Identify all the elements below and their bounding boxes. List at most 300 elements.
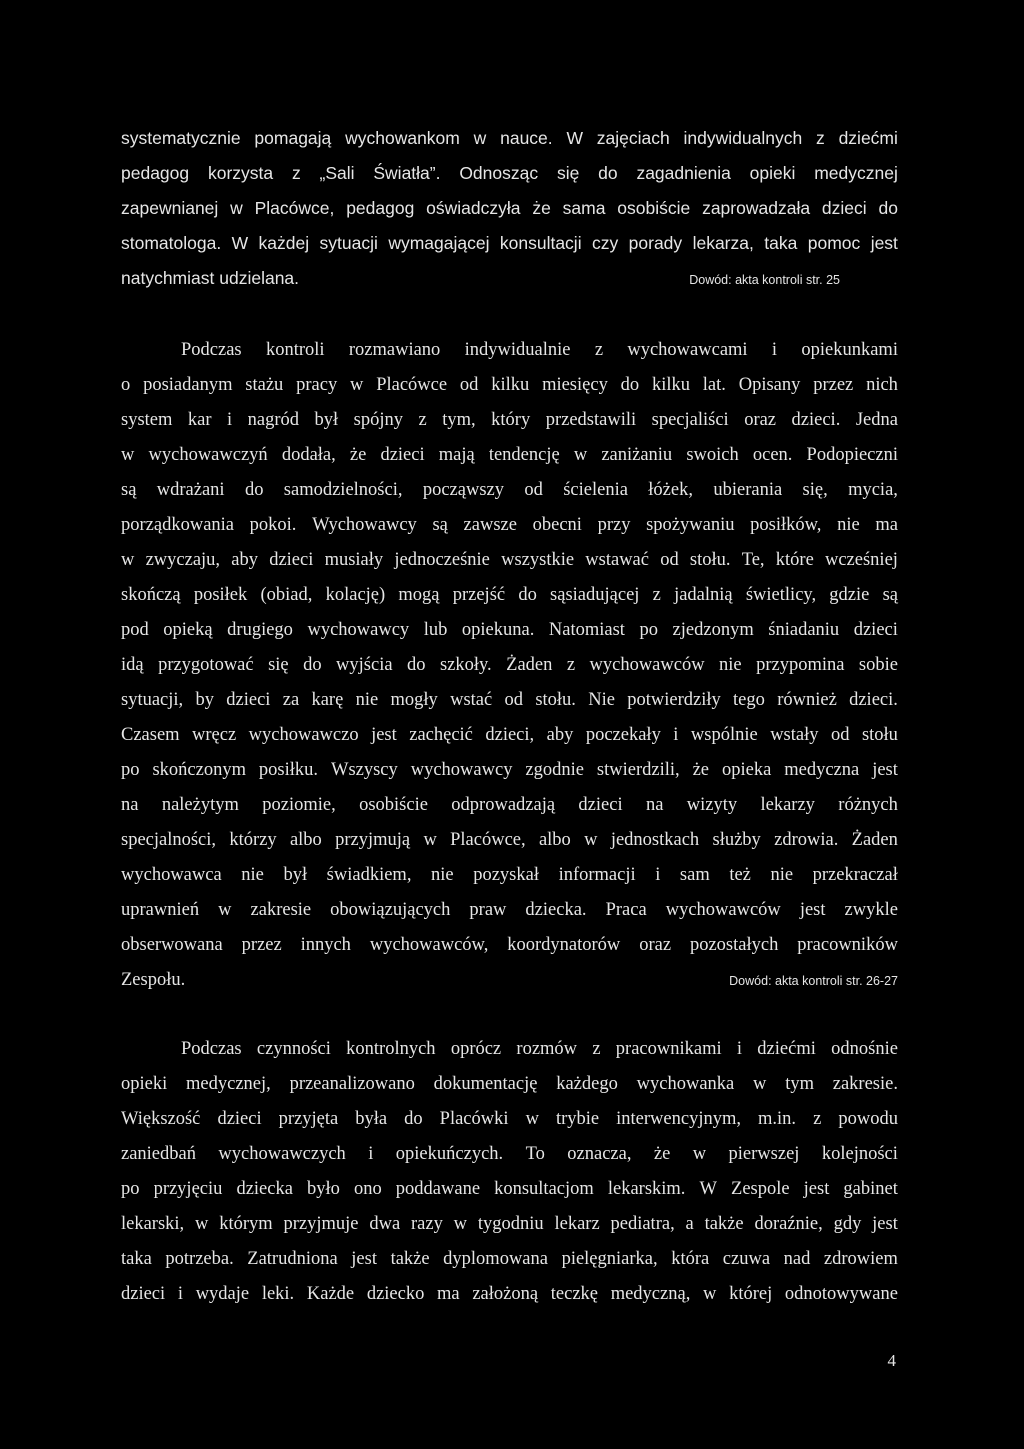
word: i xyxy=(736,1039,743,1059)
word: zachęcić xyxy=(409,725,473,745)
word: albo xyxy=(289,830,322,850)
word: był xyxy=(314,410,339,430)
word: dzieci xyxy=(821,198,867,218)
word: opieka xyxy=(721,760,772,780)
word: zakresie xyxy=(250,900,312,920)
word: ścielenia xyxy=(563,480,628,500)
word: zaprowadzała xyxy=(702,198,811,218)
text-line xyxy=(121,823,898,858)
word: Zatrudniona xyxy=(247,1249,338,1269)
word: ma xyxy=(437,1284,460,1304)
word: wychowawczyń xyxy=(148,445,268,465)
word: o xyxy=(121,375,131,395)
word: nauce. xyxy=(500,128,553,148)
word: zgodnie xyxy=(525,760,584,780)
word: sama xyxy=(562,198,606,218)
word: się xyxy=(268,655,289,675)
word: pedagog xyxy=(121,163,190,183)
word: obecni xyxy=(532,515,582,535)
word: w xyxy=(350,375,364,395)
word: opiekunkami xyxy=(801,340,898,360)
word: Placówce xyxy=(376,375,448,395)
evidence-note: Dowód: akta kontroli str. 26-27 xyxy=(729,974,898,988)
word: interwencyjnym, xyxy=(616,1109,741,1129)
word: osobiście xyxy=(359,795,428,815)
word: wyjścia xyxy=(336,655,393,675)
word: pomagają xyxy=(254,128,332,148)
word: Żaden xyxy=(851,830,898,850)
word: oznacza, xyxy=(567,1144,632,1164)
word: do xyxy=(244,480,264,500)
word: czynności xyxy=(256,1039,331,1059)
word: z xyxy=(816,128,825,148)
word: z xyxy=(418,410,427,430)
word: mają xyxy=(438,445,475,465)
word: tygodniu xyxy=(477,1214,544,1234)
word: Podczas xyxy=(181,1039,242,1059)
word: z xyxy=(592,1039,601,1059)
word: nich xyxy=(866,375,898,395)
word: dzieci xyxy=(226,690,271,710)
word: jest xyxy=(870,233,898,253)
word: dyplomowana xyxy=(443,1249,548,1269)
word: tego xyxy=(733,690,765,710)
word: Wychowawcy xyxy=(312,515,417,535)
word: zajęciach xyxy=(596,128,670,148)
word: które xyxy=(775,550,814,570)
text-line xyxy=(121,1172,898,1207)
word: dzieci, xyxy=(485,725,535,745)
word: są xyxy=(121,480,137,500)
word: jest xyxy=(351,1249,377,1269)
word: stołu. xyxy=(535,690,576,710)
word: przyjmuje xyxy=(283,1214,359,1234)
word: którym xyxy=(219,1214,273,1234)
word: sytuacji xyxy=(319,233,378,253)
word: z xyxy=(652,585,661,605)
text-line xyxy=(121,1067,898,1102)
word: zaniedbań xyxy=(121,1144,196,1164)
word: a xyxy=(685,1214,694,1234)
word: indywidualnie xyxy=(464,340,571,360)
word: zawsze xyxy=(463,515,517,535)
word: Wszyscy xyxy=(330,760,398,780)
word: w xyxy=(218,900,232,920)
word: doraźnie, xyxy=(754,1214,823,1234)
text-line xyxy=(121,718,898,753)
word: na xyxy=(645,795,664,815)
text-line-last xyxy=(121,261,898,296)
word: dodała, xyxy=(281,445,336,465)
word: w xyxy=(753,1074,767,1094)
word: że xyxy=(532,198,551,218)
word: i xyxy=(177,1284,183,1304)
word: świadkiem, xyxy=(326,865,412,885)
word: do xyxy=(878,198,898,218)
word: że xyxy=(692,760,710,780)
word: w xyxy=(703,1284,717,1304)
word: wychowawcami xyxy=(627,340,748,360)
word: kolejności xyxy=(821,1144,898,1164)
word: do xyxy=(303,655,322,675)
word: by xyxy=(195,690,214,710)
word: ocen. xyxy=(752,445,793,465)
word: do xyxy=(620,375,640,395)
word: zwykle xyxy=(844,900,898,920)
word: pielęgniarka, xyxy=(561,1249,658,1269)
word: dzieci xyxy=(578,795,623,815)
word: aby xyxy=(231,550,258,570)
word: lekarski, xyxy=(121,1214,185,1234)
word: Zespole xyxy=(731,1179,790,1199)
word: pracowników xyxy=(797,935,898,955)
text-line xyxy=(121,403,898,438)
word: zdrowia. xyxy=(774,830,839,850)
word: że xyxy=(349,445,367,465)
word: mogą xyxy=(398,585,440,605)
word: przekraczał xyxy=(812,865,898,885)
word: dziećmi xyxy=(757,1039,816,1059)
word: przyjęciu xyxy=(153,1179,223,1199)
word: po xyxy=(121,1179,140,1199)
word: dwa xyxy=(369,1214,401,1234)
word: poczekały xyxy=(585,725,661,745)
word: odnotowywane xyxy=(784,1284,898,1304)
word: założoną xyxy=(472,1284,539,1304)
word: po xyxy=(121,760,140,780)
word: zapewnianej xyxy=(121,198,219,218)
word: też xyxy=(729,865,751,885)
word: posiłek xyxy=(193,585,248,605)
text-line xyxy=(121,788,898,823)
word: ma xyxy=(875,515,898,535)
word: i xyxy=(673,725,679,745)
word: systematycznie xyxy=(121,128,241,148)
word: wstać xyxy=(450,690,493,710)
word: obowiązujących xyxy=(330,900,451,920)
word: sam xyxy=(679,865,710,885)
word: wychowawcy xyxy=(410,760,513,780)
text-line xyxy=(121,1277,898,1312)
word: przygotować xyxy=(158,655,254,675)
word: Natomiast xyxy=(548,620,625,640)
word: „Sali xyxy=(319,163,355,183)
word: dziećmi xyxy=(838,128,898,148)
word: rozmów xyxy=(516,1039,578,1059)
word: dzieci xyxy=(121,1284,166,1304)
word: także xyxy=(704,1214,744,1234)
word: wychowawca xyxy=(121,865,222,885)
word: koordynatorów xyxy=(507,935,621,955)
word: Odnosząc xyxy=(459,163,539,183)
word: W xyxy=(231,233,249,253)
word: było xyxy=(307,1179,340,1199)
word: wizyty xyxy=(686,795,738,815)
word: Większość xyxy=(121,1109,201,1129)
word: na xyxy=(121,795,139,815)
word: sobie xyxy=(858,655,898,675)
word: w xyxy=(195,1214,209,1234)
text-line xyxy=(121,648,898,683)
word: ubierania xyxy=(713,480,783,500)
word: przeanalizowano xyxy=(289,1074,415,1094)
word: wszystkie xyxy=(501,550,575,570)
word: przez xyxy=(813,375,854,395)
word: spożywaniu xyxy=(646,515,735,535)
word: w xyxy=(230,198,243,218)
word: medyczną, xyxy=(610,1284,691,1304)
word: konsultacji xyxy=(499,233,582,253)
word: zakresie. xyxy=(832,1074,898,1094)
word: każdej xyxy=(258,233,310,253)
word: także xyxy=(390,1249,430,1269)
word: z xyxy=(813,1109,822,1129)
word: uprawnień xyxy=(121,900,200,920)
word: jest xyxy=(872,1214,898,1234)
word: musiały xyxy=(324,550,384,570)
word: taka xyxy=(121,1249,152,1269)
text-line xyxy=(121,121,898,156)
word: wstały xyxy=(770,725,819,745)
word: do xyxy=(407,655,426,675)
word: w xyxy=(423,830,437,850)
word: służby xyxy=(712,830,761,850)
word: lekarzy xyxy=(760,795,815,815)
word: wychowawcy xyxy=(307,620,410,640)
word: wychowawców xyxy=(665,900,781,920)
word: sąsiadującej xyxy=(550,585,640,605)
word: nie xyxy=(837,515,860,535)
word: w xyxy=(692,1144,707,1164)
word: posiłku. xyxy=(258,760,319,780)
word: mycia, xyxy=(848,480,898,500)
word: nad xyxy=(783,1249,811,1269)
text-line xyxy=(121,858,898,893)
word: zwyczaju, xyxy=(145,550,221,570)
word: od xyxy=(459,375,479,395)
text-line xyxy=(121,333,898,368)
word: wdrażani xyxy=(156,480,225,500)
word: dziecka xyxy=(236,1179,293,1199)
word: osobiście xyxy=(617,198,691,218)
word: od xyxy=(524,480,543,500)
word: z xyxy=(594,340,604,360)
word: opiekuńczych. xyxy=(395,1144,504,1164)
word: poziomie, xyxy=(262,795,336,815)
word: lat. xyxy=(702,375,726,395)
word: pozostałych xyxy=(689,935,779,955)
word: indywidualnych xyxy=(683,128,803,148)
word: praw xyxy=(469,900,507,920)
word: zdrowiem xyxy=(823,1249,898,1269)
word: kolację) xyxy=(325,585,386,605)
word: dziecko xyxy=(366,1284,425,1304)
word: stażu xyxy=(245,375,284,395)
word: stołu xyxy=(861,725,898,745)
word: w xyxy=(584,830,598,850)
word: dzieci xyxy=(853,620,898,640)
text-line xyxy=(121,226,898,261)
paragraph-1 xyxy=(121,121,898,296)
word: pracownikami xyxy=(615,1039,722,1059)
word: łóżek, xyxy=(648,480,693,500)
text-line xyxy=(121,893,898,928)
word: należytym xyxy=(161,795,239,815)
text-line xyxy=(121,508,898,543)
text-line xyxy=(121,191,898,226)
word: że xyxy=(653,1144,671,1164)
word: jest xyxy=(371,725,397,745)
word: wspólnie xyxy=(690,725,758,745)
word: kilku xyxy=(491,375,530,395)
evidence-note: Dowód: akta kontroli str. 25 xyxy=(689,273,840,287)
word: i xyxy=(227,410,233,430)
text-line xyxy=(121,156,898,191)
paragraph-3 xyxy=(121,1032,898,1312)
word: Placówce, xyxy=(254,198,335,218)
paragraph-2 xyxy=(121,333,898,998)
word: albo xyxy=(538,830,571,850)
word: Te, xyxy=(741,550,765,570)
word: wychowawców, xyxy=(369,935,489,955)
word: nagród xyxy=(247,410,300,430)
word: w xyxy=(121,445,135,465)
word: od xyxy=(660,550,679,570)
word: po xyxy=(639,620,658,640)
word: Placówce, xyxy=(450,830,526,850)
word: przyjęta xyxy=(278,1109,339,1129)
word: zjedzonym xyxy=(672,620,754,640)
word: Placówki xyxy=(439,1109,509,1129)
word: tym xyxy=(785,1074,814,1094)
word: obserwowana xyxy=(121,935,223,955)
word: w xyxy=(573,445,588,465)
page-number: 4 xyxy=(887,1351,896,1370)
word: Żaden xyxy=(506,655,553,675)
word: odnośnie xyxy=(831,1039,898,1059)
word: się, xyxy=(802,480,828,500)
text-line xyxy=(121,753,898,788)
word: spójny xyxy=(353,410,404,430)
word: Każde xyxy=(306,1284,355,1304)
word: wychowawczo xyxy=(248,725,359,745)
word: medycznej xyxy=(814,163,898,183)
text-line xyxy=(121,1032,898,1067)
word: (obiad, xyxy=(260,585,313,605)
word: do xyxy=(404,1109,423,1129)
word: wychowankom xyxy=(345,128,460,148)
word: stwierdzili, xyxy=(596,760,680,780)
word: mogły xyxy=(390,690,438,710)
word: od xyxy=(504,690,524,710)
word: pokoi. xyxy=(249,515,297,535)
word: tendencję xyxy=(488,445,560,465)
word: skończą xyxy=(121,585,181,605)
word: jest xyxy=(872,760,898,780)
word: wychowawczych xyxy=(218,1144,346,1164)
word: lekarskim. xyxy=(607,1179,686,1199)
word: korzysta xyxy=(207,163,274,183)
word: medyczna xyxy=(784,760,860,780)
word: medycznej, xyxy=(186,1074,271,1094)
word: konsultacjom xyxy=(494,1179,594,1199)
word: przedstawili xyxy=(545,410,637,430)
word: zagadnienia xyxy=(636,163,731,183)
word: w xyxy=(121,550,135,570)
word: specjalności, xyxy=(121,830,217,850)
word: oraz xyxy=(744,410,777,430)
word: pediatra, xyxy=(610,1214,675,1234)
word: począwszy xyxy=(422,480,504,500)
word: wydaje xyxy=(195,1284,250,1304)
word: system xyxy=(121,410,173,430)
word: nie xyxy=(431,865,454,885)
word: której xyxy=(729,1284,773,1304)
word: oświadczyła xyxy=(426,198,521,218)
word: szkoły. xyxy=(439,655,492,675)
word: którzy xyxy=(229,830,277,850)
text-line xyxy=(121,928,898,963)
word: opieki xyxy=(121,1074,168,1094)
word: dokumentację xyxy=(433,1074,538,1094)
word: razy xyxy=(411,1214,443,1234)
word: wstawać xyxy=(585,550,649,570)
word: nie xyxy=(355,690,379,710)
word: gabinet xyxy=(843,1179,898,1199)
word: Czasem xyxy=(121,725,180,745)
word: przy xyxy=(597,515,631,535)
word: śniadaniu xyxy=(768,620,840,640)
word: gdzie xyxy=(829,585,870,605)
word: Podczas xyxy=(181,340,242,360)
word: powodu xyxy=(838,1109,898,1129)
word: do xyxy=(518,585,537,605)
word: która xyxy=(671,1249,710,1269)
word: potwierdziły xyxy=(627,690,721,710)
word: jest xyxy=(803,1179,830,1199)
word: leki. xyxy=(261,1284,295,1304)
word: posiłków, xyxy=(750,515,822,535)
word: miesięcy xyxy=(542,375,608,395)
word: kilku xyxy=(651,375,690,395)
word: innych xyxy=(300,935,351,955)
word: m.in. xyxy=(758,1109,797,1129)
word: przyjmują xyxy=(335,830,411,850)
word: również xyxy=(777,690,837,710)
word: w xyxy=(525,1109,539,1129)
word: teczkę xyxy=(550,1284,599,1304)
word: od xyxy=(830,725,850,745)
text-line xyxy=(121,473,898,508)
word: odprowadzają xyxy=(451,795,556,815)
word: wychowawców xyxy=(589,655,705,675)
text-line xyxy=(121,1242,898,1277)
word: czuwa xyxy=(722,1249,771,1269)
word: nie xyxy=(719,655,742,675)
word: jadalnią xyxy=(674,585,733,605)
text-line xyxy=(121,683,898,718)
word: opiekuna. xyxy=(461,620,535,640)
word: do xyxy=(598,163,618,183)
word: który xyxy=(491,410,531,430)
word: informacji xyxy=(558,865,636,885)
line-text: Zespołu. xyxy=(121,970,186,990)
word: W xyxy=(699,1179,717,1199)
word: dzieci xyxy=(269,550,314,570)
word: był xyxy=(283,865,308,885)
word: Światła”. xyxy=(373,163,441,183)
word: różnych xyxy=(838,795,898,815)
